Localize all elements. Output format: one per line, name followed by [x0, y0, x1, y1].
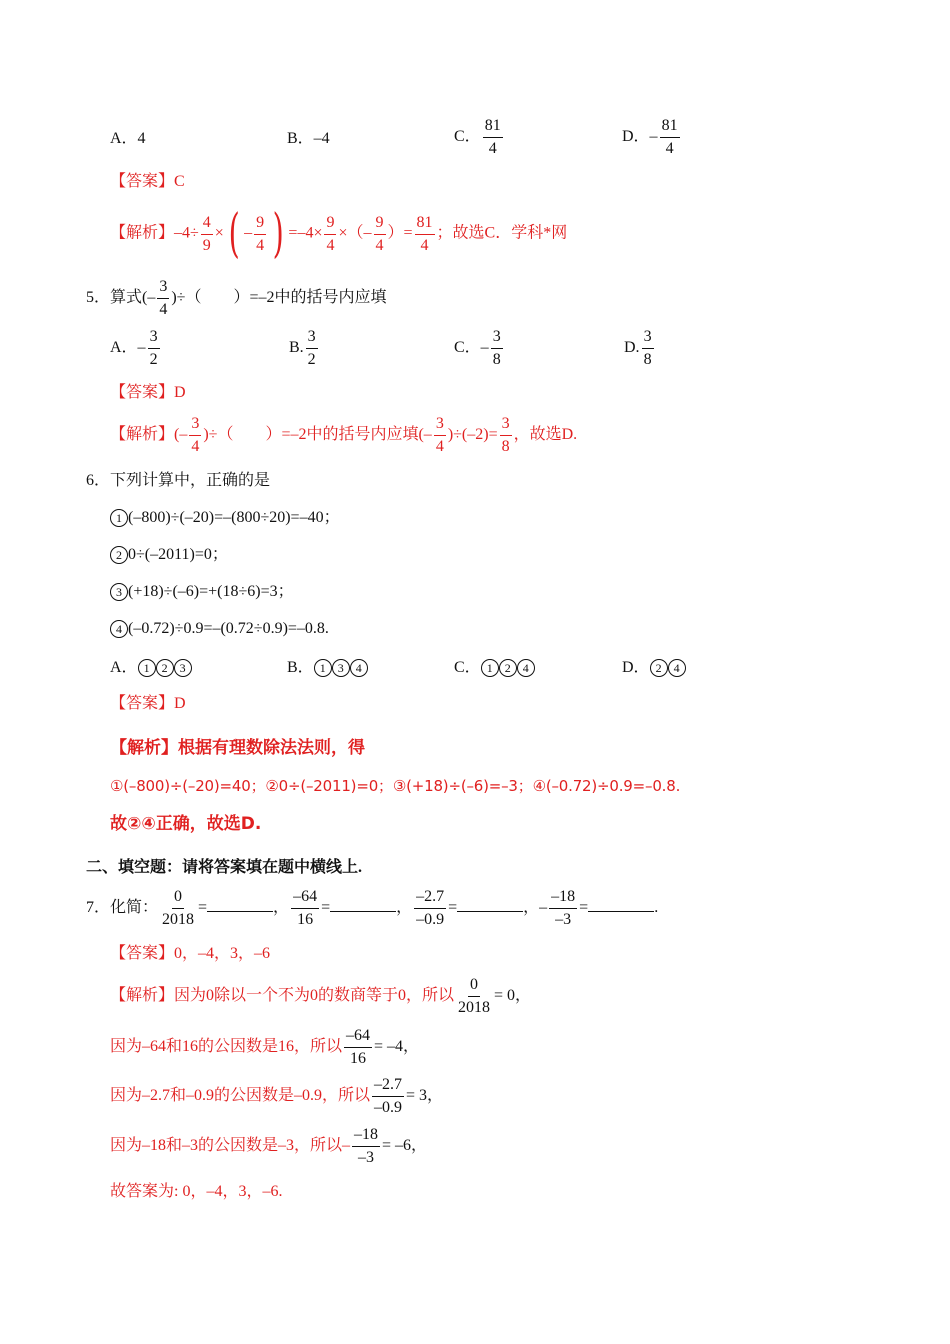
- solution-text: 因为–64和16的公因数是16，所以: [110, 1038, 343, 1056]
- numerator: 3: [306, 326, 318, 349]
- option-label: D．–: [622, 128, 658, 146]
- option-label: C．–: [454, 339, 489, 357]
- denominator: 4: [435, 438, 444, 455]
- circled-number: 2: [110, 546, 128, 564]
- answer-blank[interactable]: [457, 897, 523, 912]
- expr-part: =–4×: [288, 224, 323, 242]
- equals-sign: =: [579, 899, 589, 917]
- numerator: 3: [148, 326, 160, 349]
- solution-tag: 【解析】: [110, 987, 175, 1005]
- denominator: 4: [191, 438, 200, 455]
- q5-option-d: [624, 326, 656, 371]
- minus-sign: –: [539, 899, 548, 917]
- numerator: 0: [172, 886, 184, 909]
- denominator: 2018: [162, 911, 195, 928]
- q6-solution-line-2: ①(–800)÷(–20)=40；②0÷(–2011)=0；③(+18)÷(–6)=–3；④(–0.72)÷0.9=–0.8.: [110, 777, 681, 795]
- numerator: 81: [483, 115, 503, 138]
- q6-item-2: [110, 543, 228, 567]
- fraction: [483, 115, 503, 160]
- numerator: 3: [500, 413, 512, 436]
- circled-number: 2: [650, 659, 668, 677]
- stem-part: )÷（ ）=–2中的括号内应填: [171, 289, 387, 307]
- expr-part: ×（–: [338, 224, 372, 242]
- numerator: 3: [642, 326, 654, 349]
- circled-number: 1: [138, 659, 156, 677]
- numerator: 81: [415, 212, 435, 235]
- fraction: [344, 1025, 372, 1070]
- fraction: [434, 413, 446, 458]
- denominator: –3: [555, 911, 572, 928]
- denominator: 4: [420, 236, 429, 254]
- expr-part: ；故选C．学科*网: [436, 224, 568, 242]
- circled-number: 4: [668, 659, 686, 677]
- q6-solution-line-3: 故②④正确，故选D.: [110, 814, 262, 834]
- equals-sign: =: [448, 899, 458, 917]
- q5-option-a: [110, 326, 162, 371]
- solution-text: 因为–2.7和–0.9的公因数是–0.9，所以: [110, 1087, 371, 1105]
- denominator: 9: [202, 236, 211, 254]
- fraction: [148, 326, 160, 371]
- circled-number: 1: [110, 509, 128, 527]
- right-paren: ): [272, 204, 284, 264]
- q7-solution-line-3: [110, 1074, 443, 1119]
- numerator: 81: [660, 115, 680, 138]
- circled-number: 2: [499, 659, 517, 677]
- q7-answer: 【答案】0，–4，3，–6: [110, 945, 271, 962]
- q7-solution-line-4: [110, 1124, 427, 1169]
- denominator: 4: [159, 301, 168, 318]
- q4-answer: 【答案】C: [110, 173, 185, 190]
- fraction: [324, 212, 336, 257]
- fraction: [660, 115, 680, 160]
- option-label: D.: [624, 339, 640, 357]
- denominator: –3: [358, 1149, 375, 1166]
- q6-solution-line-1: 【解析】根据有理数除法法则，得: [110, 738, 365, 758]
- comma: ，: [273, 899, 290, 917]
- q4-option-c: [454, 115, 505, 160]
- solution-tag: 【解析】: [110, 426, 175, 444]
- fraction: [642, 326, 654, 371]
- times-sign: ×: [214, 224, 224, 242]
- option-label: A．: [110, 659, 138, 676]
- comma: ，: [523, 899, 540, 917]
- numerator: 3: [491, 326, 503, 349]
- fraction: [189, 413, 201, 458]
- answer-blank[interactable]: [207, 897, 273, 912]
- circled-number: 4: [517, 659, 535, 677]
- numerator: 9: [374, 212, 386, 235]
- solution-tag: 【解析】: [110, 224, 175, 242]
- fraction: [491, 326, 503, 371]
- numerator: –18: [549, 886, 577, 909]
- fraction: [254, 212, 266, 257]
- denominator: 4: [488, 140, 497, 157]
- numerator: 9: [254, 212, 266, 235]
- circled-number: 3: [332, 659, 350, 677]
- denominator: 4: [326, 236, 335, 254]
- item-text: (–800)÷(–20)=–(800÷20)=–40；: [128, 509, 340, 526]
- option-label: D．: [622, 659, 650, 676]
- q4-option-a: A．4: [110, 130, 146, 147]
- equals-sign: =: [198, 899, 208, 917]
- result: = 0，: [494, 987, 532, 1005]
- q6-option-d: [622, 656, 686, 680]
- numerator: 3: [189, 413, 201, 436]
- fraction: [374, 212, 386, 257]
- item-text: (–0.72)÷0.9=–(0.72÷0.9)=–0.8.: [128, 620, 329, 637]
- answer-blank[interactable]: [330, 897, 396, 912]
- q4-option-d: [622, 115, 682, 160]
- circled-number: 3: [110, 583, 128, 601]
- denominator: 2018: [458, 999, 491, 1016]
- expr-part: ，故选D.: [513, 426, 578, 444]
- circled-number: 2: [156, 659, 174, 677]
- fraction: [201, 212, 213, 257]
- q5-solution: [110, 413, 577, 458]
- denominator: 16: [350, 1050, 367, 1067]
- q6-option-b: [287, 656, 368, 680]
- numerator: –64: [291, 886, 319, 909]
- fraction: [157, 276, 169, 321]
- q7-stem: [86, 886, 658, 931]
- expr-part: ）=: [387, 224, 413, 242]
- q6-answer: 【答案】D: [110, 695, 186, 712]
- fraction: [291, 886, 319, 931]
- comma: ，: [396, 899, 413, 917]
- fraction: [415, 212, 435, 257]
- numerator: 4: [201, 212, 213, 235]
- option-label: B.: [289, 339, 304, 357]
- option-label: B．: [287, 659, 314, 676]
- numerator: 3: [434, 413, 446, 436]
- q6-stem: 6．下列计算中，正确的是: [86, 472, 271, 489]
- q7-final-answer: 故答案为: 0，–4，3，–6.: [110, 1183, 283, 1200]
- q7-solution-line-2: [110, 1025, 419, 1070]
- fraction: [414, 886, 446, 931]
- fraction: [549, 886, 577, 931]
- option-label: C．: [454, 128, 481, 146]
- q5-stem: [86, 276, 386, 321]
- q6-option-c: [454, 656, 535, 680]
- option-label: C．: [454, 659, 481, 676]
- expr-part: )÷（ ）=–2中的括号内应填(–: [203, 426, 432, 444]
- denominator: 2: [149, 351, 158, 368]
- option-label: A．–: [110, 339, 146, 357]
- denominator: 16: [297, 911, 314, 928]
- stem-part: 5．算式(–: [86, 289, 156, 307]
- numerator: 9: [324, 212, 336, 235]
- circled-number: 1: [314, 659, 332, 677]
- numerator: 0: [468, 974, 480, 997]
- denominator: 4: [375, 236, 384, 254]
- fraction: [456, 974, 492, 1019]
- solution-text: 因为0除以一个不为0的数商等于0，所以: [174, 987, 455, 1005]
- circled-number: 4: [350, 659, 368, 677]
- numerator: –2.7: [372, 1074, 404, 1097]
- numerator: –2.7: [414, 886, 446, 909]
- denominator: 4: [256, 236, 265, 254]
- answer-blank[interactable]: [588, 897, 654, 912]
- fraction: [306, 326, 318, 371]
- numerator: –18: [352, 1124, 380, 1147]
- q7-solution-line-1: [110, 974, 531, 1019]
- denominator: 8: [643, 351, 652, 368]
- numerator: 3: [157, 276, 169, 299]
- item-text: 0÷(–2011)=0；: [128, 546, 228, 563]
- equals-sign: =: [321, 899, 331, 917]
- denominator: –0.9: [374, 1099, 403, 1116]
- period: .: [654, 899, 659, 917]
- q6-option-a: [110, 656, 192, 680]
- expr-part: (–: [174, 426, 188, 444]
- fraction: [352, 1124, 380, 1169]
- denominator: 2: [307, 351, 316, 368]
- q6-item-4: [110, 617, 329, 641]
- expr-part: –4÷: [174, 224, 199, 242]
- circled-number: 1: [481, 659, 499, 677]
- q4-option-b: B．–4: [287, 130, 330, 147]
- circled-number: 3: [174, 659, 192, 677]
- fraction: [372, 1074, 404, 1119]
- minus-sign: –: [244, 224, 253, 242]
- result: = 3，: [406, 1087, 444, 1105]
- expr-part: )÷(–2)=: [447, 426, 498, 444]
- q4-solution: [110, 204, 568, 264]
- result: = –6，: [382, 1137, 428, 1155]
- stem-label: 7．化简：: [86, 899, 159, 917]
- item-text: (+18)÷(–6)=+(18÷6)=3；: [128, 583, 294, 600]
- q6-item-1: [110, 506, 340, 530]
- fraction: [500, 413, 512, 458]
- denominator: 4: [665, 140, 674, 157]
- q5-answer: 【答案】D: [110, 384, 186, 401]
- q6-item-3: [110, 580, 294, 604]
- result: = –4，: [374, 1038, 420, 1056]
- solution-text: 因为–18和–3的公因数是–3，所以–: [110, 1137, 351, 1155]
- numerator: –64: [344, 1025, 372, 1048]
- left-paren: (: [228, 204, 240, 264]
- denominator: 8: [501, 438, 510, 455]
- denominator: –0.9: [416, 911, 445, 928]
- circled-number: 4: [110, 620, 128, 638]
- q5-option-c: [454, 326, 505, 371]
- section-title: 二、填空题：请将答案填在题中横线上.: [86, 859, 363, 876]
- fraction: [160, 886, 196, 931]
- q5-option-b: [289, 326, 320, 371]
- denominator: 8: [492, 351, 501, 368]
